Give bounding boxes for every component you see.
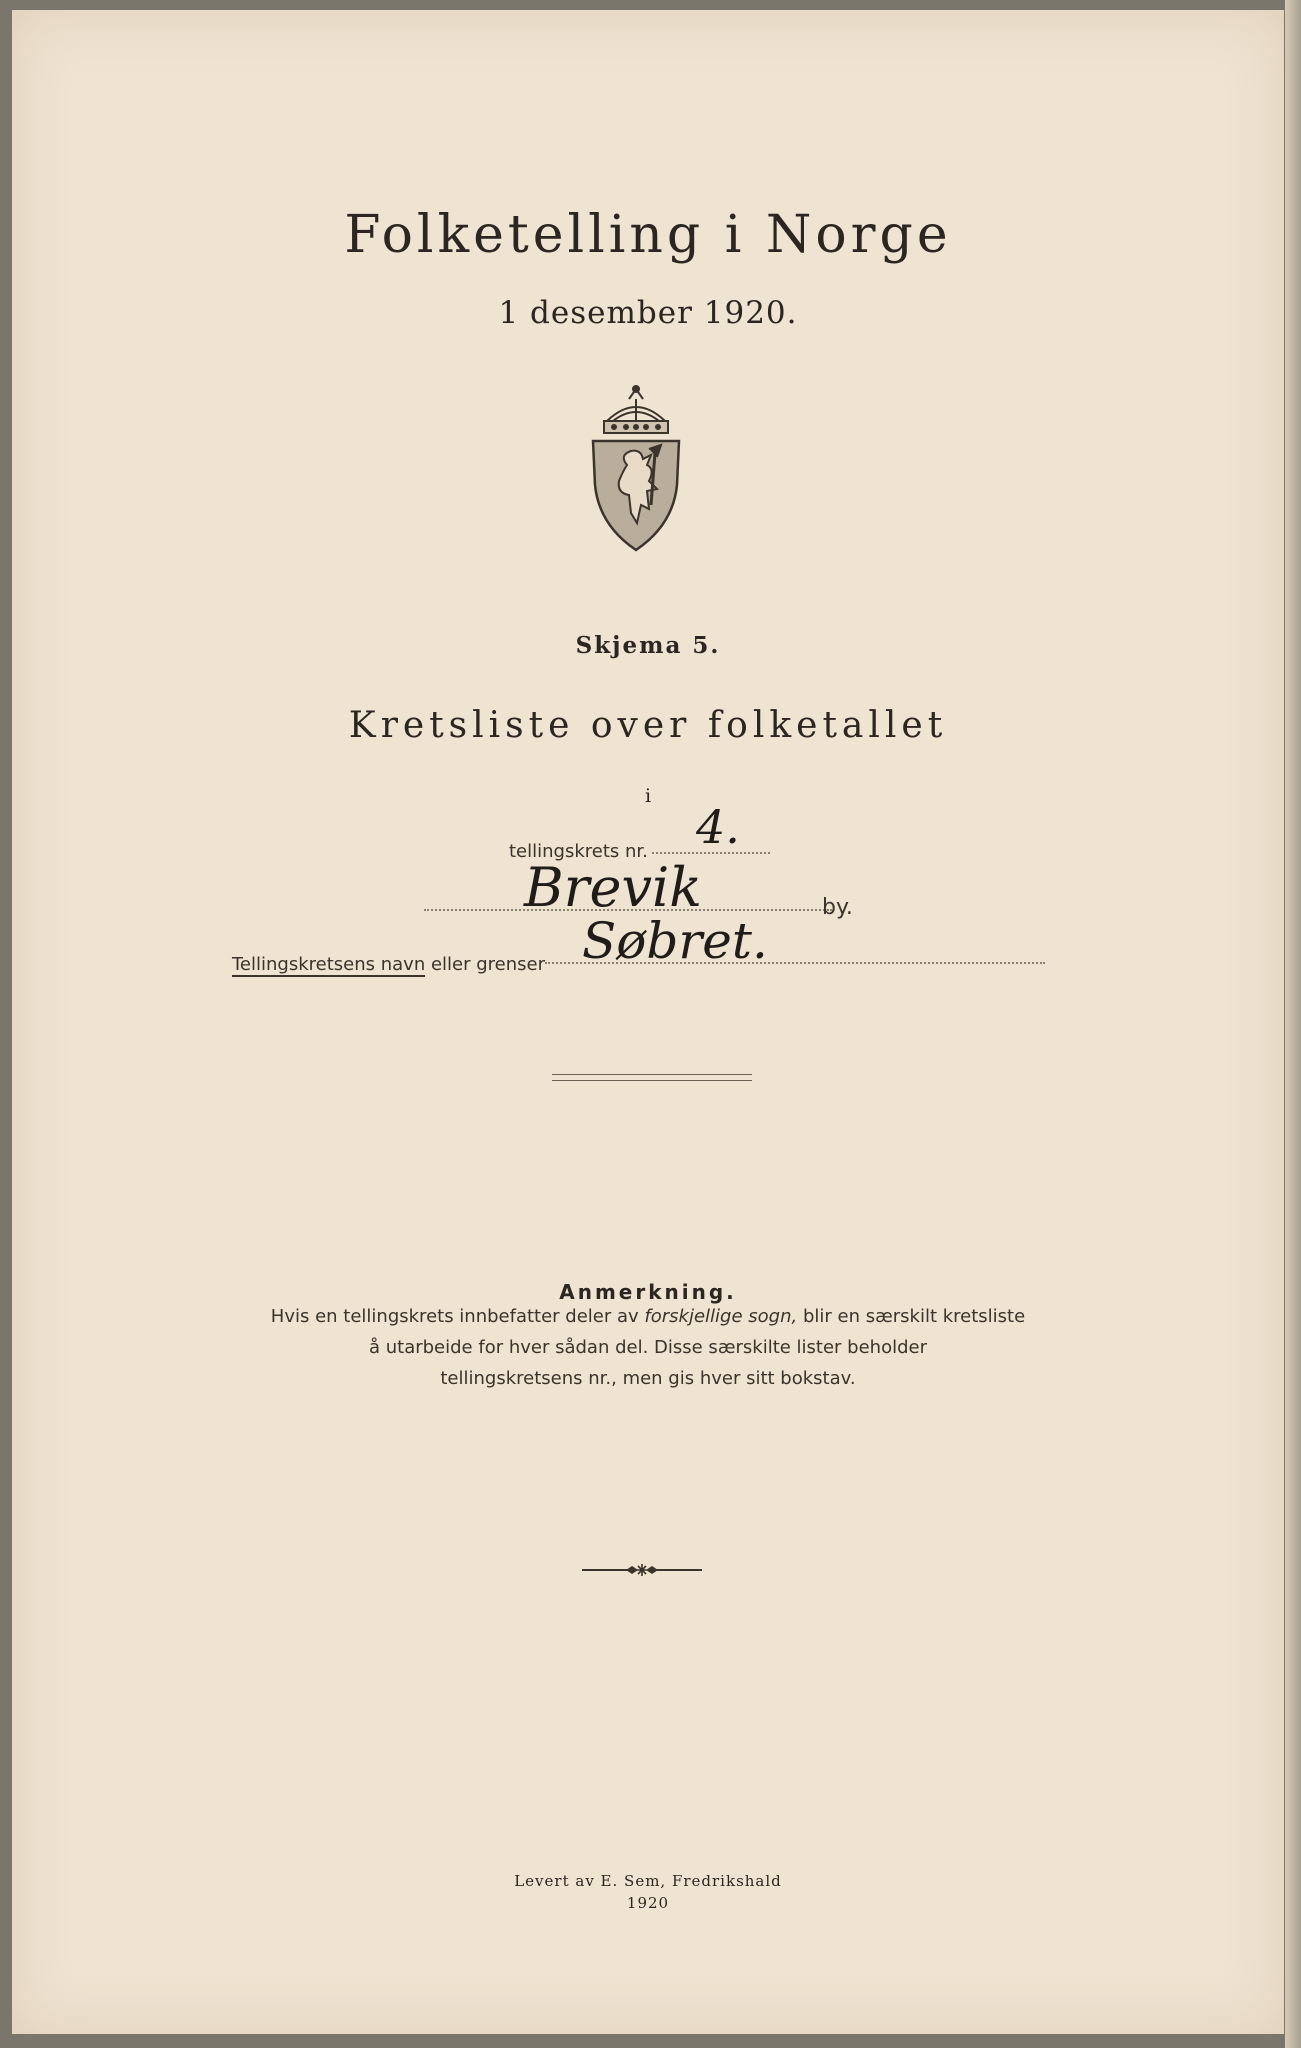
district-number-label: tellingskrets nr. <box>509 841 648 862</box>
preposition-text: i <box>644 785 652 807</box>
district-number-value: 4. <box>696 800 740 854</box>
town-value: Brevik <box>524 856 702 919</box>
printer-year: 1920 <box>626 1894 670 1912</box>
note-line-1 <box>12 1306 1284 1327</box>
district-name-label-underlined: Tellingskretsens navn <box>232 954 426 975</box>
note-line-1-start: Hvis en tellingskrets innbefatter deler av <box>270 1306 645 1327</box>
note-line-3: tellingskretsens nr., men gis hver sitt bokstav. <box>440 1368 856 1389</box>
double-rule-divider <box>552 1074 752 1081</box>
note-heading: Anmerkning. <box>559 1280 737 1304</box>
note-line-2: å utarbeide for hver sådan del. Disse særskilte lister beholder <box>368 1337 928 1358</box>
divider-ornament-icon <box>582 1560 702 1580</box>
district-name-value: Søbret. <box>582 912 768 970</box>
printer-credit: Levert av E. Sem, Fredrikshald <box>514 1872 782 1890</box>
page-edge <box>1285 0 1301 2048</box>
note-line-1-italic: forskjellige sogn, <box>644 1306 798 1327</box>
town-suffix: by. <box>822 895 853 920</box>
district-name-label <box>232 954 545 975</box>
census-date: 1 desember 1920. <box>498 295 798 331</box>
document-page <box>12 10 1284 2034</box>
document-title: Folketelling i Norge <box>344 205 952 265</box>
schema-number: Skjema 5. <box>575 632 721 659</box>
note-line-1-end: blir en særskilt kretsliste <box>797 1306 1026 1327</box>
coat-of-arms-icon <box>589 385 683 555</box>
form-heading: Kretsliste over folketallet <box>348 705 948 746</box>
district-name-label-rest: eller grenser <box>425 954 546 975</box>
